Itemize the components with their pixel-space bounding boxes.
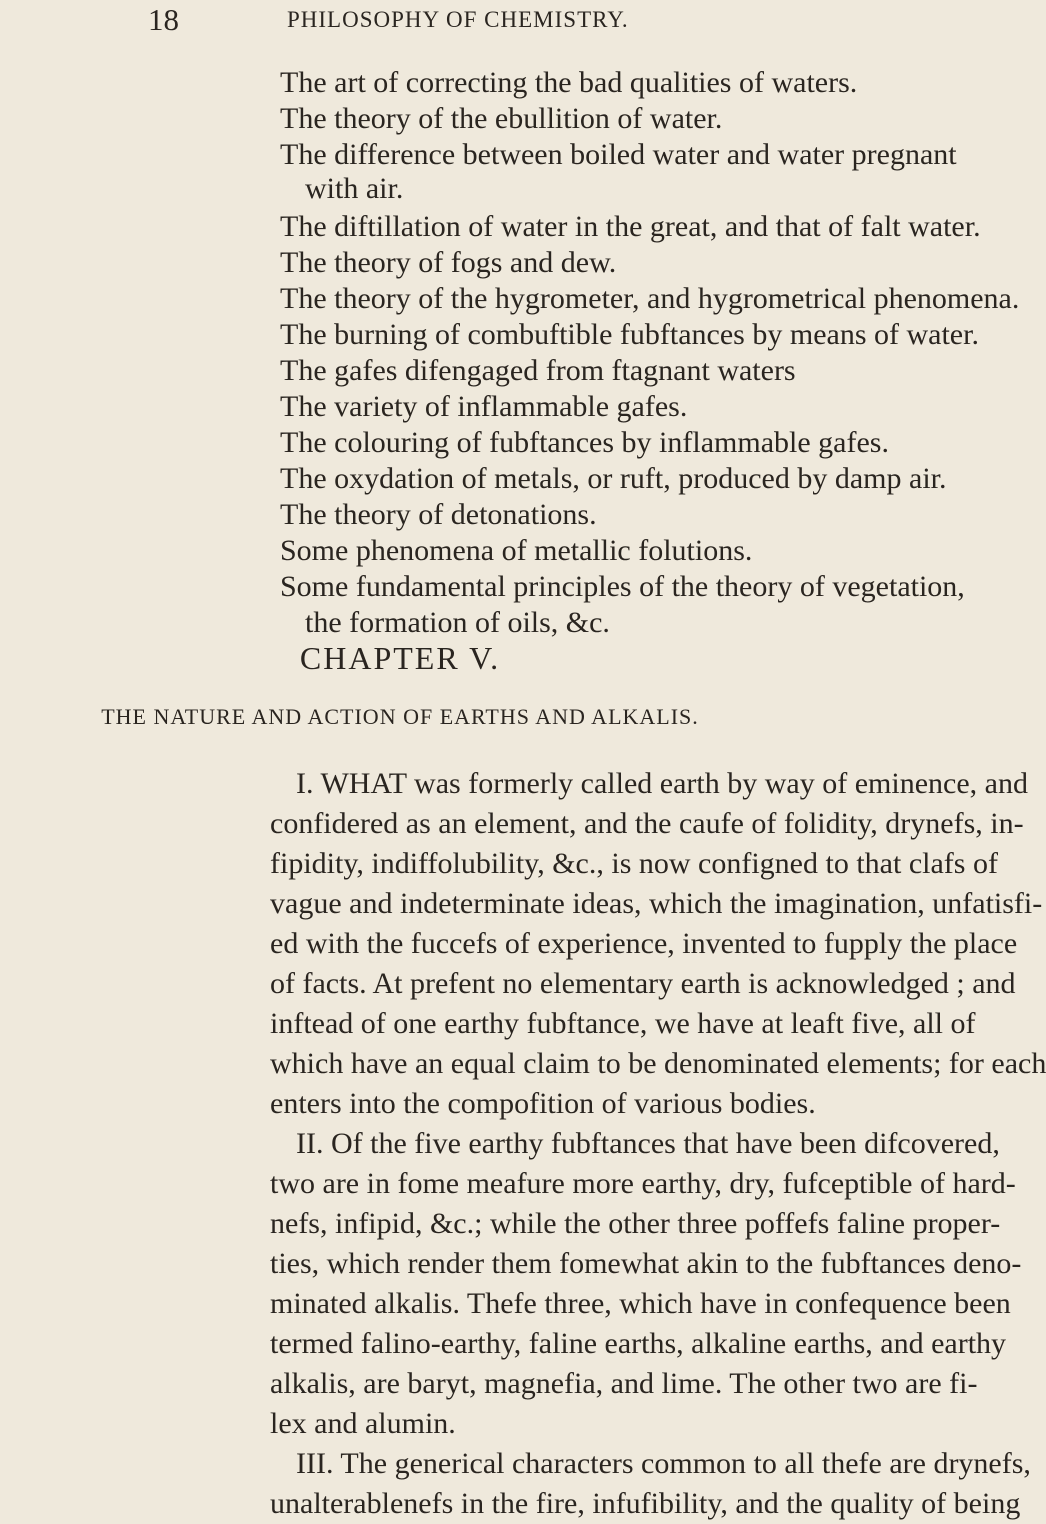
body-line: ed with the fuccefs of experience, invented to fupply the place — [270, 927, 1018, 960]
contents-item: The theory of the ebullition of water. — [280, 102, 723, 135]
body-line: unalterablenefs in the fire, infufibility, and the quality of being — [270, 1487, 1021, 1520]
body-line: fipidity, indiffolubility, &c., is now configned to that clafs of — [270, 847, 998, 880]
body-line: I. WHAT was formerly called earth by way of eminence, and — [296, 767, 1028, 800]
contents-item: The colouring of fubftances by inflammable gafes. — [280, 426, 889, 459]
contents-item: The oxydation of metals, or ruft, produced by damp air. — [280, 462, 947, 495]
body-line: II. Of the five earthy fubftances that have been difcovered, — [296, 1127, 1000, 1160]
body-line: nefs, infipid, &c.; while the other three poffefs faline proper- — [270, 1207, 1001, 1240]
body-line: two are in fome meafure more earthy, dry, fufceptible of hard- — [270, 1167, 1016, 1200]
contents-item: The burning of combuftible fubftances by means of water. — [280, 318, 979, 351]
page-number: 18 — [148, 2, 179, 37]
contents-item: The art of correcting the bad qualities of waters. — [280, 66, 858, 99]
body-line: vague and indeterminate ideas, which the imagination, unfatisfi- — [270, 887, 1043, 920]
body-line: enters into the compofition of various bodies. — [270, 1087, 816, 1120]
body-line: termed falino-earthy, faline earths, alkaline earths, and earthy — [270, 1327, 1007, 1360]
contents-item: with air. — [305, 172, 404, 205]
contents-item: The theory of the hygrometer, and hygrometrical phenomena. — [280, 282, 1020, 315]
contents-item: The theory of fogs and dew. — [280, 246, 617, 279]
running-head: PHILOSOPHY OF CHEMISTRY. — [287, 7, 629, 32]
body-line: confidered as an element, and the caufe of folidity, drynefs, in- — [270, 807, 1024, 840]
contents-item: Some phenomena of metallic folutions. — [280, 534, 753, 567]
body-line: which have an equal claim to be denominated elements; for each — [270, 1047, 1046, 1080]
body-line: alkalis, are baryt, magnefia, and lime. The other two are fi- — [270, 1367, 978, 1400]
body-line: ties, which render them fomewhat akin to the fubftances deno- — [270, 1247, 1022, 1280]
contents-item: the formation of oils, &c. — [305, 606, 610, 639]
contents-item: Some fundamental principles of the theory of vegetation, — [280, 570, 965, 603]
page-header — [0, 2, 800, 42]
chapter-subtitle: THE NATURE AND ACTION OF EARTHS AND ALKALIS. — [101, 704, 699, 729]
body-line: inftead of one earthy fubftance, we have at leaft five, all of — [270, 1007, 976, 1040]
contents-item: The gafes difengaged from ftagnant waters — [280, 354, 796, 387]
contents-item: The theory of detonations. — [280, 498, 597, 531]
contents-item: The diftillation of water in the great, and that of falt water. — [280, 210, 981, 243]
chapter-title: CHAPTER V. — [299, 640, 501, 676]
body-line: minated alkalis. Thefe three, which have in confequence been — [270, 1287, 1011, 1320]
body-line: lex and alumin. — [270, 1407, 456, 1440]
body-line: III. The generical characters common to all thefe are drynefs, — [296, 1447, 1031, 1480]
contents-item: The difference between boiled water and water pregnant — [280, 138, 957, 171]
contents-item: The variety of inflammable gafes. — [280, 390, 688, 423]
body-line: of facts. At prefent no elementary earth is acknowledged ; and — [270, 967, 1016, 1000]
